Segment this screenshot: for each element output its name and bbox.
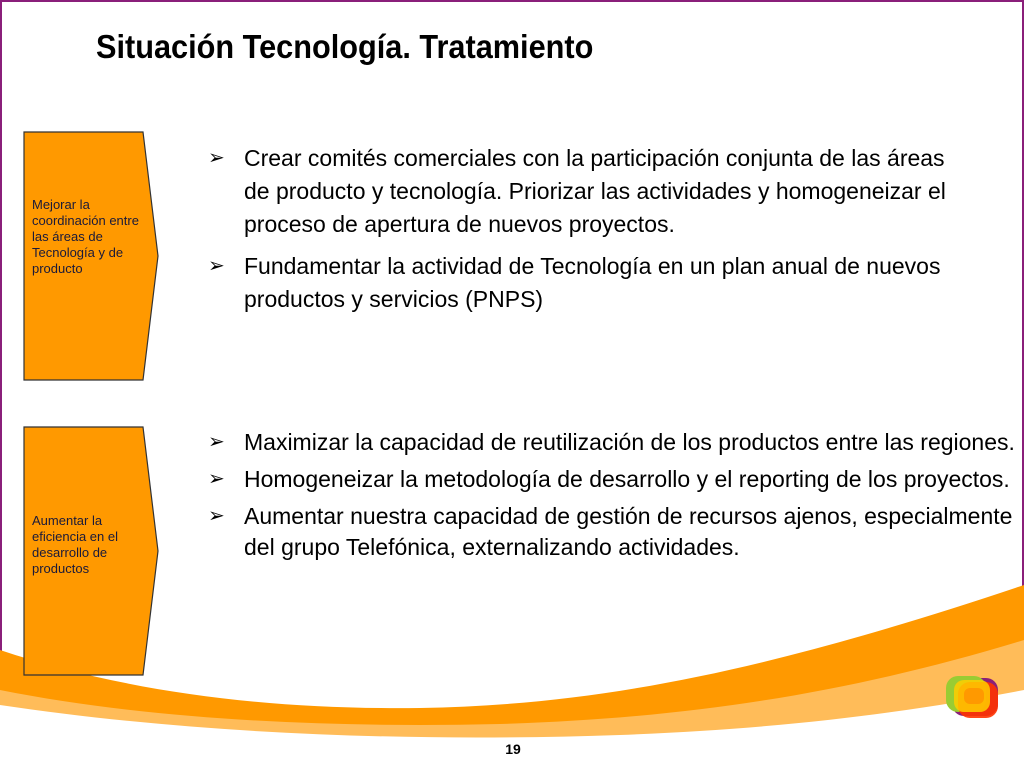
arrow-bullet-icon: ➢ (208, 468, 225, 490)
bullet-list-coordination (208, 142, 968, 325)
bullet-list-efficiency (208, 427, 1018, 569)
bullet-item (208, 464, 1018, 495)
bullet-text: Fundamentar la actividad de Tecnología en un plan anual de nuevos productos y servicios (PNPS) (244, 253, 941, 312)
slide-title: Situación Tecnología. Tratamiento (96, 28, 594, 65)
chevron-label: Aumentar la eficiencia en el desarrollo de productos (32, 513, 118, 576)
bullet-text: Homogeneizar la metodología de desarrollo y el reporting de los proyectos. (244, 466, 1010, 492)
chevron-box-efficiency (23, 426, 160, 676)
arrow-bullet-icon: ➢ (208, 147, 225, 169)
bullet-text: Maximizar la capacidad de reutilización de los productos entre las regiones. (244, 429, 1015, 455)
chevron-box-coordination (23, 131, 160, 381)
bullet-item (208, 142, 968, 241)
chevron-label: Mejorar la coordinación entre las áreas de Tecnología y de producto (32, 197, 139, 276)
arrow-bullet-icon: ➢ (208, 255, 225, 277)
arrow-bullet-icon: ➢ (208, 431, 225, 453)
bullet-item (208, 250, 968, 316)
bullet-text: Crear comités comerciales con la participación conjunta de las áreas de producto y tecnología. Priorizar las actividades y homogeneizar el proceso de apertura de nuevos proyectos. (244, 145, 946, 237)
bullet-text: Aumentar nuestra capacidad de gestión de recursos ajenos, especialmente del grupo Telefónica, externalizando actividades. (244, 503, 1013, 560)
terra-logo-text: terra (904, 717, 967, 747)
page-number: 19 (505, 741, 521, 757)
bullet-item (208, 501, 1018, 563)
bullet-item (208, 427, 1018, 458)
arrow-bullet-icon: ➢ (208, 505, 225, 527)
